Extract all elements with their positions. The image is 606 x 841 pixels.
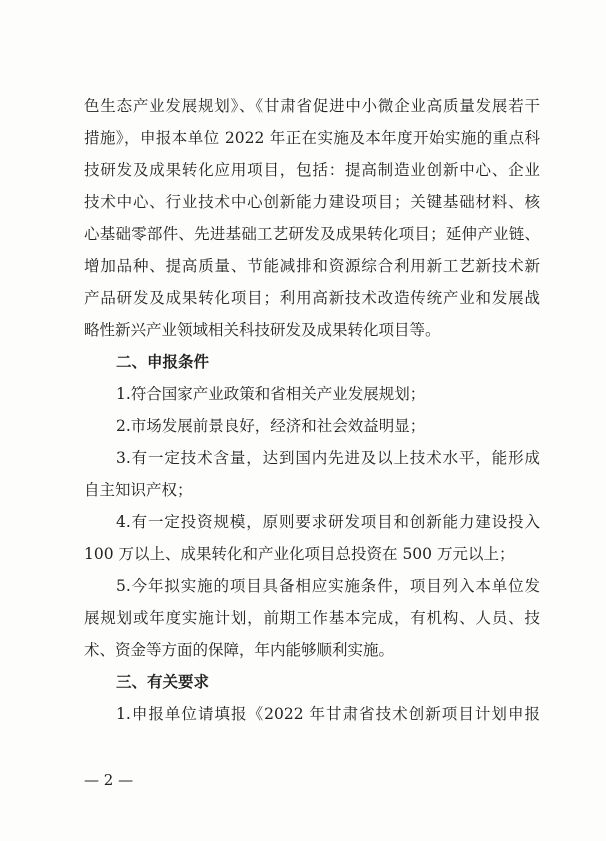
paragraph-line: 技术中心、行业技术中心创新能力建设项目；关键基础材料、核	[84, 193, 540, 211]
section-heading: 二、申报条件	[116, 353, 210, 371]
paragraph-line: 色生态产业发展规划》、《甘肃省促进中小微企业高质量发展若干	[84, 97, 540, 115]
paragraph-line: 增加品种、提高质量、节能减排和资源综合利用新工艺新技术新	[84, 257, 540, 275]
condition-item-continuation: 展规划或年度实施计划，前期工作基本完成，有机构、人员、技	[84, 609, 540, 627]
paragraph-line: 措施》，申报本单位 2022 年正在实施及本年度开始实施的重点科	[84, 129, 540, 147]
section-heading: 三、有关要求	[116, 673, 210, 691]
condition-item: 3.有一定技术含量，达到国内先进及以上技术水平，能形成	[116, 449, 540, 467]
paragraph-line: 产品研发及成果转化项目；利用高新技术改造传统产业和发展战	[84, 289, 540, 307]
paragraph-line: 技研发及成果转化应用项目，包括：提高制造业创新中心、企业	[84, 161, 540, 179]
condition-item: 1.符合国家产业政策和省相关产业发展规划；	[116, 385, 426, 403]
condition-item: 4.有一定投资规模，原则要求研发项目和创新能力建设投入	[116, 513, 540, 531]
paragraph-line: 略性新兴产业领域相关科技研发及成果转化项目等。	[84, 321, 441, 339]
requirement-item: 1.申报单位请填报《2022 年甘肃省技术创新项目计划申报	[116, 705, 540, 723]
condition-item: 2.市场发展前景良好，经济和社会效益明显；	[116, 417, 426, 435]
condition-item-continuation: 术、资金等方面的保障，年内能够顺利实施。	[84, 641, 395, 659]
paragraph-line: 心基础零部件、先进基础工艺研发及成果转化项目；延伸产业链、	[84, 225, 540, 243]
condition-item-continuation: 100 万以上、成果转化和产业化项目总投资在 500 万元以上；	[84, 545, 515, 563]
page-number: — 2 —	[84, 771, 134, 789]
condition-item: 5.今年拟实施的项目具备相应实施条件，项目列入本单位发	[116, 577, 540, 595]
condition-item-continuation: 自主知识产权；	[84, 481, 193, 499]
